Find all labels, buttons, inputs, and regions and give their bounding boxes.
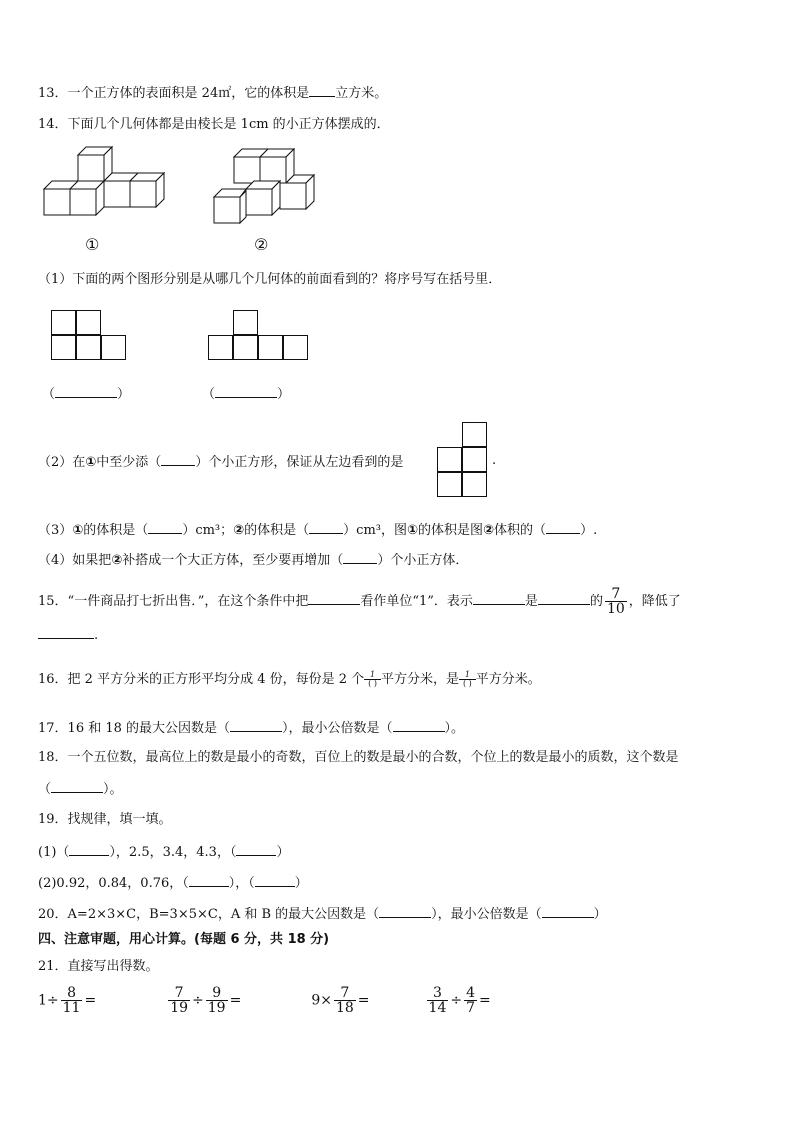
answer-blank[interactable] xyxy=(538,591,590,605)
question-20: 20．A=2×3×C，B=3×5×C，A 和 B 的最大公因数是（ ），最小公倍数是（ ） xyxy=(38,904,607,924)
question-19-1: (1)（ ），2.5，3.4，4.3，（ ） xyxy=(38,842,289,862)
equals-sign: = xyxy=(84,992,97,1009)
denominator: 18 xyxy=(335,1000,354,1016)
question-14-3: （3）①的体积是（ ）cm³；②的体积是（ ）cm³，图①的体积是图②体积的（ ）. xyxy=(38,520,597,540)
denominator: 19 xyxy=(170,1000,189,1016)
question-19-2: (2)0.92，0.84，0.76，（ ），（ ） xyxy=(38,873,308,893)
answer-blank[interactable] xyxy=(393,718,445,732)
grid-cell xyxy=(233,310,258,335)
answer-blank[interactable] xyxy=(55,384,117,398)
front-view-b xyxy=(208,310,312,362)
answer-blank[interactable] xyxy=(148,520,182,534)
question-14-4: （4）如果把②补搭成一个大正方体，至少要再增加（ ）个小正方体． xyxy=(38,550,468,570)
answer-blank[interactable] xyxy=(343,550,377,564)
operand: 1÷ xyxy=(38,992,59,1009)
calc-expression xyxy=(425,986,491,1015)
equals-sign: = xyxy=(229,992,242,1009)
answer-blank[interactable] xyxy=(230,718,282,732)
answer-blank[interactable] xyxy=(309,520,343,534)
grid-cell xyxy=(283,335,308,360)
fraction xyxy=(61,986,83,1015)
answer-blank[interactable] xyxy=(69,842,109,856)
question-18-cont: （ ）。 xyxy=(38,779,123,799)
cube-figure-2 xyxy=(210,143,320,225)
answer-blank[interactable] xyxy=(542,904,594,918)
grid-cell xyxy=(437,472,462,497)
numerator: 7 xyxy=(334,986,356,1001)
answer-blank[interactable] xyxy=(236,842,276,856)
fraction xyxy=(464,986,477,1015)
question-18: 18．一个五位数，最高位上的数是最小的奇数，百位上的数是最小的合数，个位上的数是最小的质数，这个数是 xyxy=(38,750,679,765)
grid-cell xyxy=(437,447,462,472)
grid-cell xyxy=(76,310,101,335)
grid-cell xyxy=(208,335,233,360)
question-21: 21．直接写出得数。 xyxy=(38,959,159,974)
question-15: 15．“一件商品打七折出售．”，在这个条件中把 看作单位“1”．表示 是 的 $\frac{7}{10}$ ，降低了 xyxy=(38,586,681,617)
left-view-grid xyxy=(437,422,489,499)
grid-cell xyxy=(51,310,76,335)
answer-blank[interactable] xyxy=(473,591,525,605)
grid-cell xyxy=(258,335,283,360)
fraction: $\frac{1}{( )}$ xyxy=(459,671,476,688)
fraction: $\frac{1}{( )}$ xyxy=(364,671,381,688)
question-19: 19．找规律，填一填。 xyxy=(38,812,172,827)
answer-blank[interactable] xyxy=(215,384,277,398)
question-13: 13．一个正方体的表面积是 24㎡，它的体积是 立方米。 xyxy=(38,83,387,103)
calc-expression xyxy=(38,986,96,1015)
question-14-1: （1）下面的两个图形分别是从哪几个几何体的前面看到的？将序号写在括号里． xyxy=(38,272,502,287)
period: . xyxy=(492,453,497,468)
fraction xyxy=(334,986,356,1015)
question-17: 17．16 和 18 的最大公因数是（ ），最小公倍数是（ ）。 xyxy=(38,718,464,738)
grid-cell xyxy=(51,335,76,360)
question-14: 14．下面几个几何体都是由棱长是 1cm 的小正方体摆成的． xyxy=(38,117,390,132)
figure-label-1: ① xyxy=(85,235,100,254)
question-16: 16．把 2 平方分米的正方形平均分成 4 份，每份是 2 个 $\frac{1}{( )}$ 平方分米，是 $\frac{1}{( )}$ 平方分米。 xyxy=(38,670,541,688)
fraction: $\frac{7}{10}$ xyxy=(606,586,625,617)
operator: ÷ xyxy=(192,992,204,1009)
equals-sign: = xyxy=(357,992,370,1009)
answer-blank[interactable] xyxy=(379,904,431,918)
grid-cell xyxy=(462,422,487,447)
answer-blank[interactable] xyxy=(38,625,94,639)
calc-expression xyxy=(311,986,369,1015)
grid-cell xyxy=(233,335,258,360)
answer-blank[interactable] xyxy=(546,520,580,534)
section-heading: 四、注意审题，用心计算。(每题 6 分，共 18 分) xyxy=(38,932,330,947)
denominator: 7 xyxy=(466,1000,476,1016)
fraction xyxy=(168,986,190,1015)
numerator: 4 xyxy=(466,985,476,1001)
grid-cell xyxy=(462,472,487,497)
numerator: 7 xyxy=(168,986,190,1001)
numerator: 9 xyxy=(206,986,228,1001)
front-view-a xyxy=(51,310,131,362)
calc-expression xyxy=(166,986,241,1015)
calc-row xyxy=(38,986,491,1015)
numerator: 3 xyxy=(427,986,449,1001)
grid-cell xyxy=(462,447,487,472)
answer-blank[interactable] xyxy=(255,873,295,887)
denominator: 14 xyxy=(428,1000,447,1016)
denominator: 19 xyxy=(207,1000,226,1016)
fraction xyxy=(427,986,449,1015)
answer-paren-a: （ ） xyxy=(42,384,130,404)
question-14-2: （2）在①中至少添（ ）个小正方形，保证从左边看到的是 xyxy=(38,452,403,472)
answer-paren-b: （ ） xyxy=(202,384,290,404)
grid-cell xyxy=(76,335,101,360)
fraction xyxy=(206,986,228,1015)
answer-blank[interactable] xyxy=(189,873,229,887)
answer-blank[interactable] xyxy=(309,83,335,97)
numerator: 8 xyxy=(61,986,83,1001)
grid-cell xyxy=(101,335,126,360)
answer-blank[interactable] xyxy=(51,779,103,793)
question-15-cont: . xyxy=(38,625,98,645)
cube-figure-1 xyxy=(38,145,168,220)
equals-sign: = xyxy=(479,992,491,1009)
figure-label-2: ② xyxy=(254,235,269,254)
answer-blank[interactable] xyxy=(308,591,360,605)
operand: 9× xyxy=(311,992,332,1009)
denominator: 11 xyxy=(62,1000,81,1016)
answer-blank[interactable] xyxy=(161,452,195,466)
operator: ÷ xyxy=(450,992,463,1009)
